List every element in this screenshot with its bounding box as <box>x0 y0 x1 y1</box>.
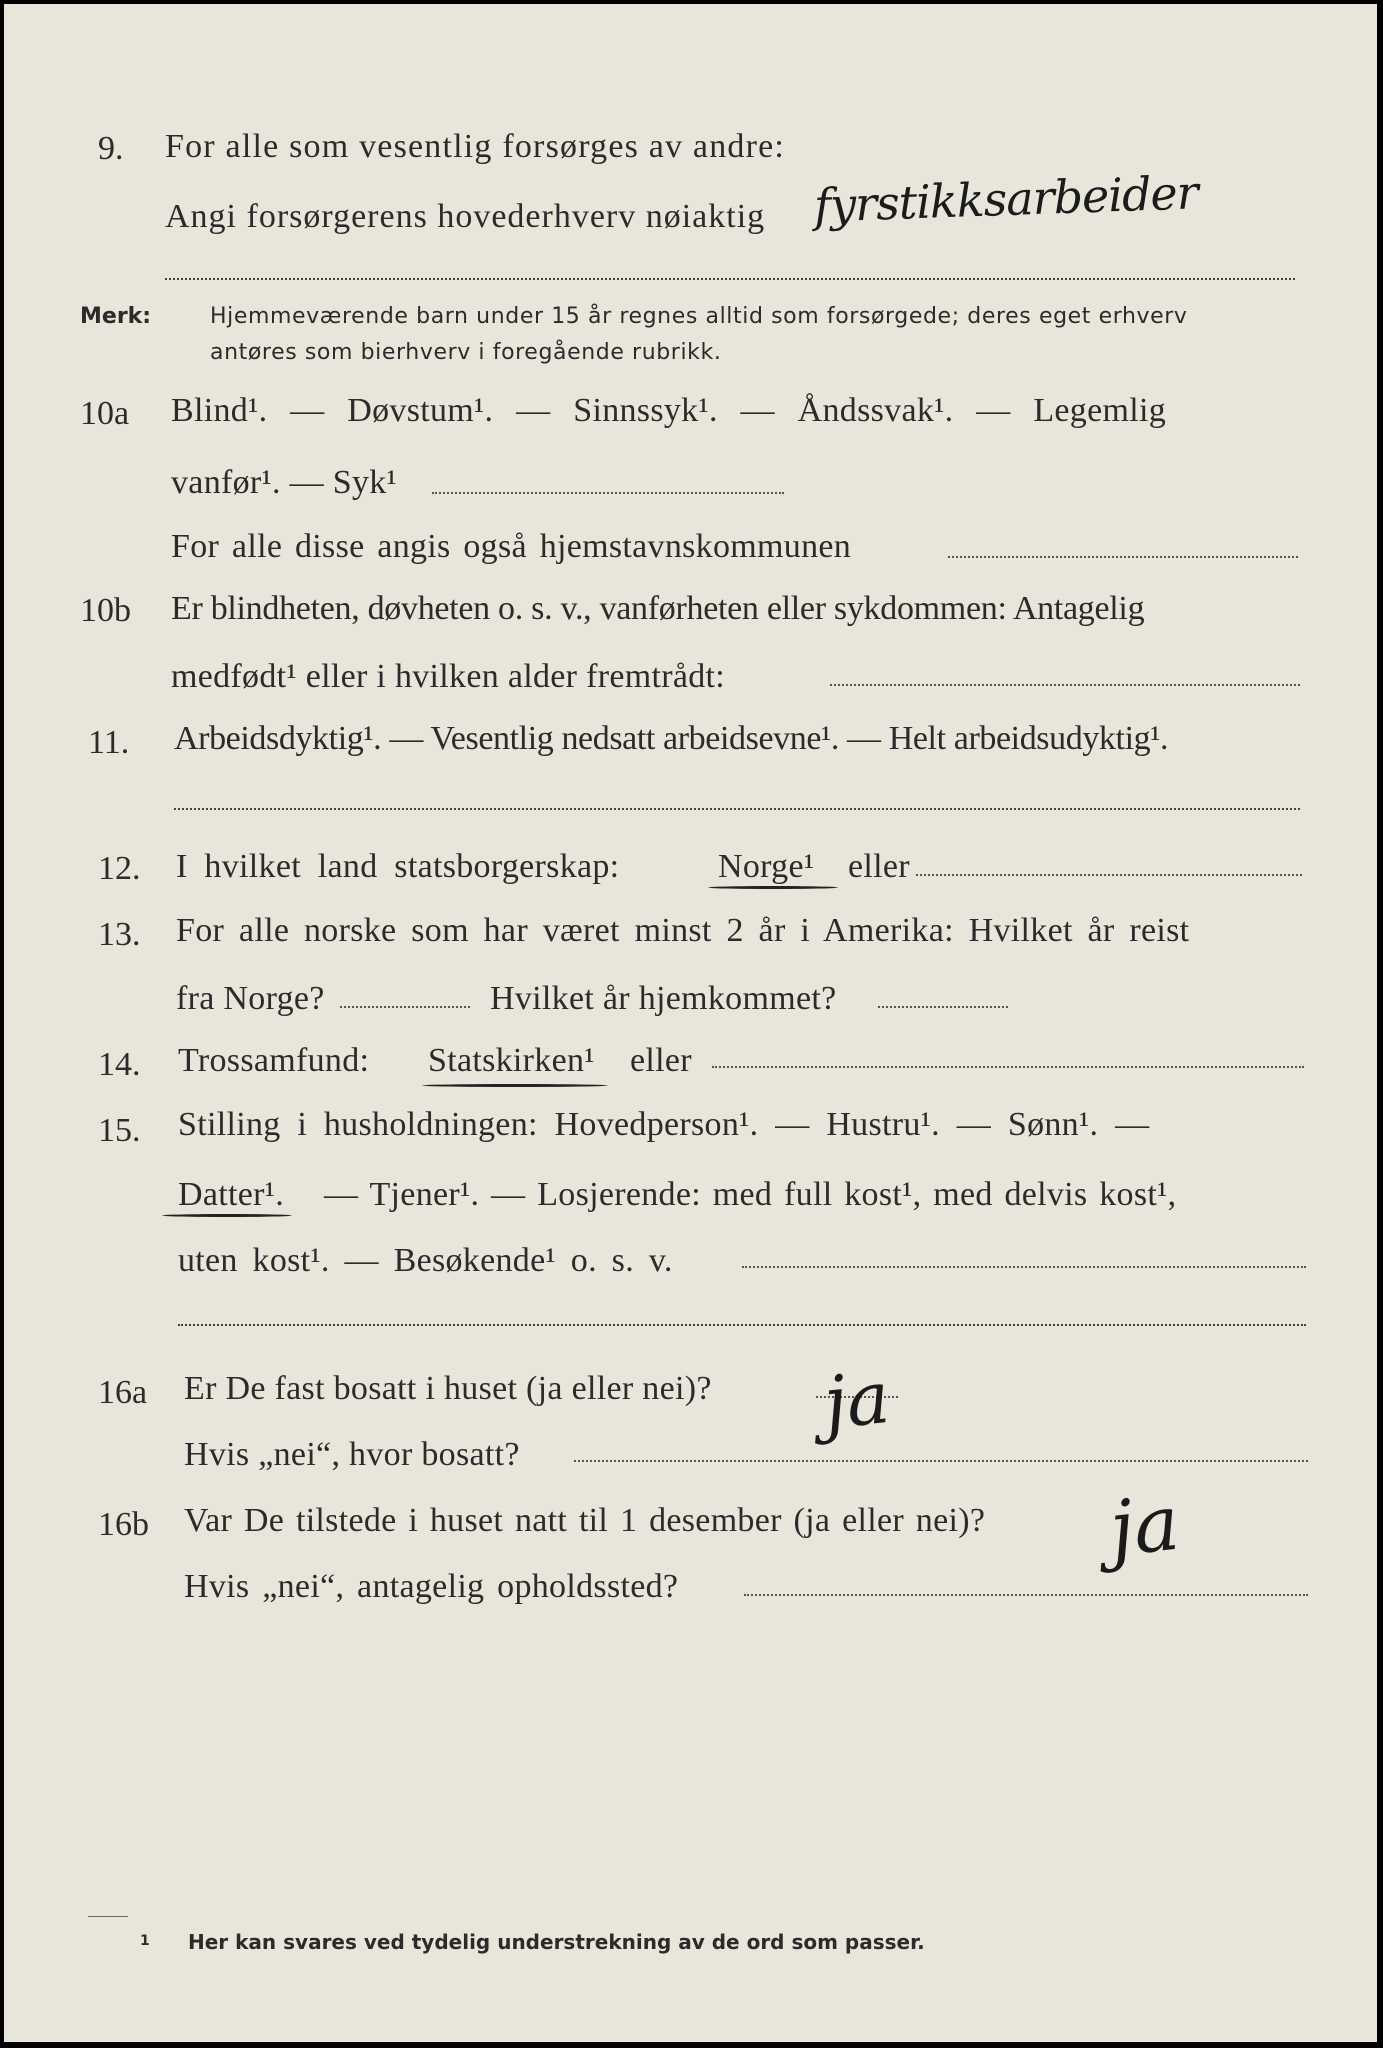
q10a-line2: vanfør¹. — Syk¹ <box>171 464 398 501</box>
q10a-number: 10a <box>80 395 130 432</box>
q14-statskirken-underlined: Statskirken¹ <box>428 1042 595 1079</box>
q10b-line1: Er blindheten, døvheten o. s. v., vanførheten eller sykdommen: Antagelig <box>171 590 1145 627</box>
footnote-text: Her kan svares ved tydelig understrekning av de ord som passer. <box>188 1930 925 1954</box>
q11-separator <box>174 808 1300 810</box>
footnote-mark: 1 <box>140 1933 150 1949</box>
q10a-line3: For alle disse angis også hjemstavnskommunen <box>171 528 852 565</box>
q9-separator <box>165 278 1295 280</box>
q12-norge-pen-underline <box>708 886 838 889</box>
q10a-line1: Blind¹. — Døvstum¹. — Sinnssyk¹. — Åndssvak¹. — Legemlig <box>171 392 1167 429</box>
note-line2: antøres som bierhverv i foregående rubrikk. <box>210 340 722 365</box>
q11-line1: Arbeidsdyktig¹. — Vesentlig nedsatt arbeidsevne¹. — Helt arbeidsudyktig¹. <box>174 720 1169 757</box>
q15-fill-line <box>742 1266 1306 1268</box>
q14-label: Trossamfund: <box>178 1042 370 1079</box>
q16a-bosatt-fill-line <box>574 1460 1308 1462</box>
q15-line1: Stilling i husholdningen: Hovedperson¹. — Hustru¹. — Sønn¹. — <box>178 1106 1150 1143</box>
q16b-line2: Hvis „nei“, antagelig opholdssted? <box>184 1568 679 1605</box>
q14-eller: eller <box>630 1042 692 1079</box>
census-form-page <box>4 4 1377 2042</box>
q13-hjemkommet-fill-line <box>878 1006 1008 1008</box>
q9-line2: Angi forsørgerens hovederhverv nøiaktig <box>165 198 766 235</box>
q10b-line2: medfødt¹ eller i hvilken alder fremtrådt: <box>171 658 726 695</box>
q9-number: 9. <box>98 130 124 167</box>
q14-statskirken-pen-underline <box>422 1084 608 1087</box>
q13-number: 13. <box>98 916 141 953</box>
q10a-hjemstavn-fill-line <box>948 556 1298 558</box>
q16a-answer-handwritten: ja <box>819 1354 894 1446</box>
q12-fill-line <box>916 874 1302 876</box>
q16a-line1: Er De fast bosatt i huset (ja eller nei)? <box>184 1370 712 1407</box>
q15-number: 15. <box>98 1112 141 1149</box>
q10a-syk-fill-line <box>432 492 784 494</box>
q13-line2a: fra Norge? <box>176 980 325 1017</box>
footnote-rule <box>88 1916 128 1917</box>
q16b-fill-line <box>744 1594 1308 1596</box>
note-label: Merk: <box>80 304 152 329</box>
q10b-fill-line <box>830 684 1300 686</box>
q15-datter-underlined: Datter¹. <box>178 1176 285 1213</box>
q12-norge-underlined: Norge¹ <box>718 848 815 885</box>
q16b-answer-handwritten: ja <box>1105 1477 1184 1574</box>
q14-fill-line <box>712 1066 1304 1068</box>
q15-line2: — Tjener¹. — Losjerende: med full kost¹, med delvis kost¹, <box>324 1176 1177 1213</box>
q13-line2b: Hvilket år hjemkommet? <box>490 980 837 1017</box>
q10b-number: 10b <box>80 592 131 629</box>
q15-separator <box>178 1324 1306 1326</box>
q16b-number: 16b <box>98 1506 149 1543</box>
q11-number: 11. <box>88 724 130 761</box>
q15-datter-pen-underline <box>162 1214 292 1217</box>
q12-line1: I hvilket land statsborgerskap: <box>176 848 620 885</box>
q16a-line2: Hvis „nei“, hvor bosatt? <box>184 1436 520 1473</box>
q12-number: 12. <box>98 850 141 887</box>
q9-line1: For alle som vesentlig forsørges av andre: <box>165 128 786 165</box>
q13-reist-fill-line <box>340 1006 470 1008</box>
q16b-line1: Var De tilstede i huset natt til 1 desember (ja eller nei)? <box>184 1502 986 1539</box>
q12-eller: eller <box>848 848 910 885</box>
q14-number: 14. <box>98 1046 141 1083</box>
q13-line1: For alle norske som har været minst 2 år i Amerika: Hvilket år reist <box>176 912 1190 949</box>
q9-answer-handwritten: fyrstikksarbeider <box>813 165 1199 233</box>
q15-line3: uten kost¹. — Besøkende¹ o. s. v. <box>178 1242 673 1279</box>
note-line1: Hjemmeværende barn under 15 år regnes alltid som forsørgede; deres eget erhverv <box>210 304 1188 329</box>
q16a-number: 16a <box>98 1374 148 1411</box>
